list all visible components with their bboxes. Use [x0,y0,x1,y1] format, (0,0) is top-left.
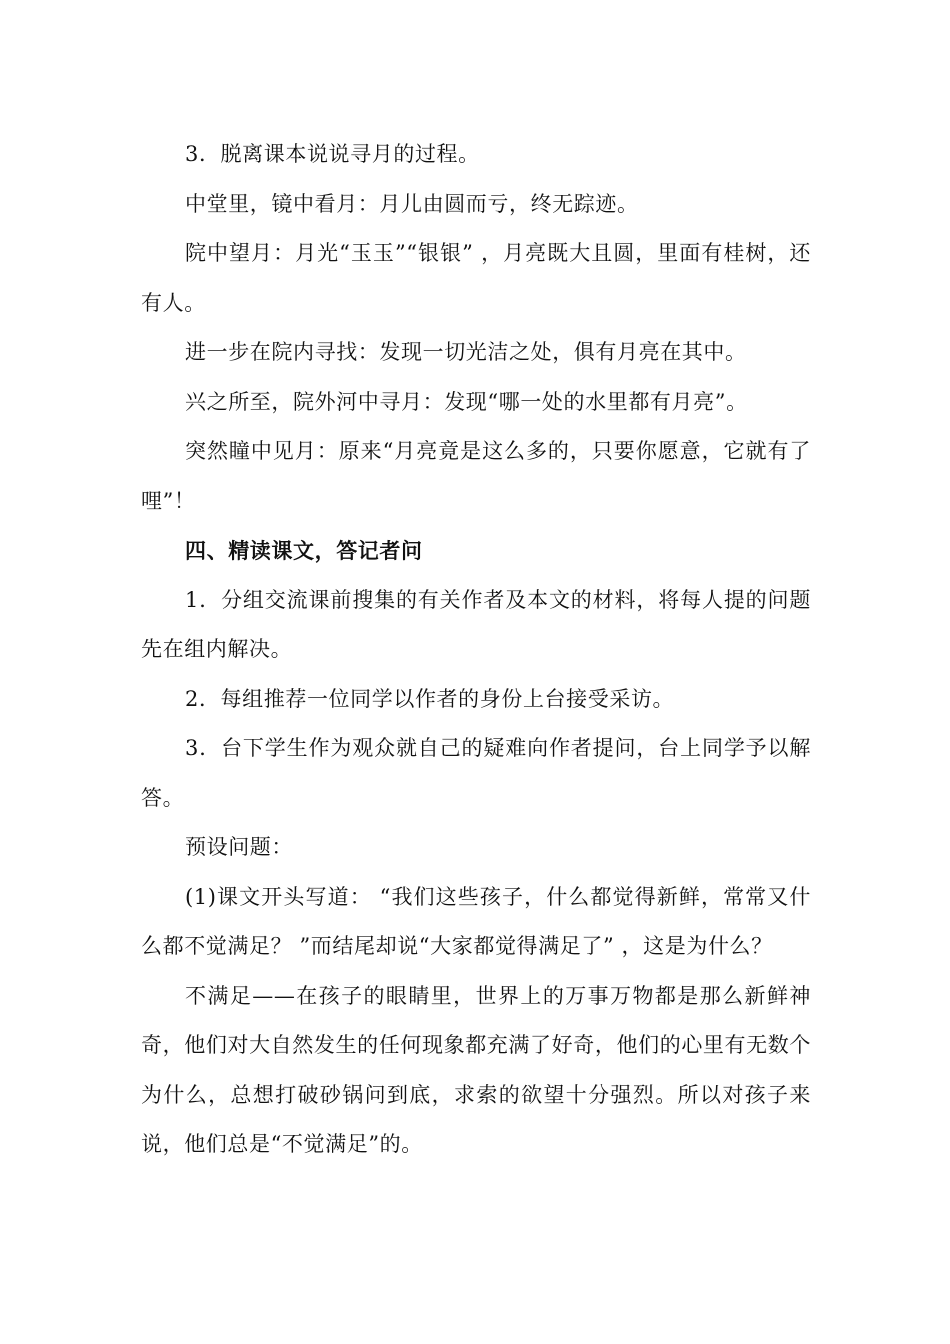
paragraph-step-3-retell: 3．脱离课本说说寻月的过程。 [185,142,480,166]
document-body [141,130,811,1170]
paragraph-preset-questions-label: 预设问题： [185,835,293,859]
paragraph-hall-mirror-moon: 中堂里，镜中看月：月儿由圆而亏，终无踪迹。 [185,191,639,216]
paragraph-question-1: (1)课文开头写道： “我们这些孩子，什么都觉得新鲜，常常又什么都不觉满足？ ”而结尾却说“大家都觉得满足了” ，这是为什么？ [141,884,811,958]
paragraph-pupil-moon: 突然瞳中见月：原来“月亮竟是这么多的，只要你愿意，它就有了哩”！ [141,439,811,513]
paragraph-search-courtyard: 进一步在院内寻找：发现一切光洁之处，俱有月亮在其中。 [185,340,747,364]
paragraph-courtyard-moon: 院中望月：月光“玉玉”“银银” ，月亮既大且圆，里面有桂树，还有人。 [141,241,811,315]
paragraph-step-1-group-exchange: 1．分组交流课前搜集的有关作者及本文的材料，将每人提的问题先在组内解决。 [141,587,811,661]
section-heading-close-reading: 四、精读课文，答记者问 [185,538,423,563]
paragraph-answer-not-satisfied: 不满足——在孩子的眼睛里，世界上的万事万物都是那么新鲜神奇，他们对大自然发生的任何现象都充满了好奇，他们的心里有无数个为什么，总想打破砂锅问到底，求索的欲望十分强烈。所以对孩子来说，他们总是“不觉满足”的。 [141,983,811,1156]
paragraph-step-2-interview: 2．每组推荐一位同学以作者的身份上台接受采访。 [185,686,675,711]
paragraph-step-3-questions: 3．台下学生作为观众就自己的疑难向作者提问，台上同学予以解答。 [141,736,811,810]
paragraph-river-moon: 兴之所至，院外河中寻月：发现“哪一处的水里都有月亮”。 [185,389,748,414]
